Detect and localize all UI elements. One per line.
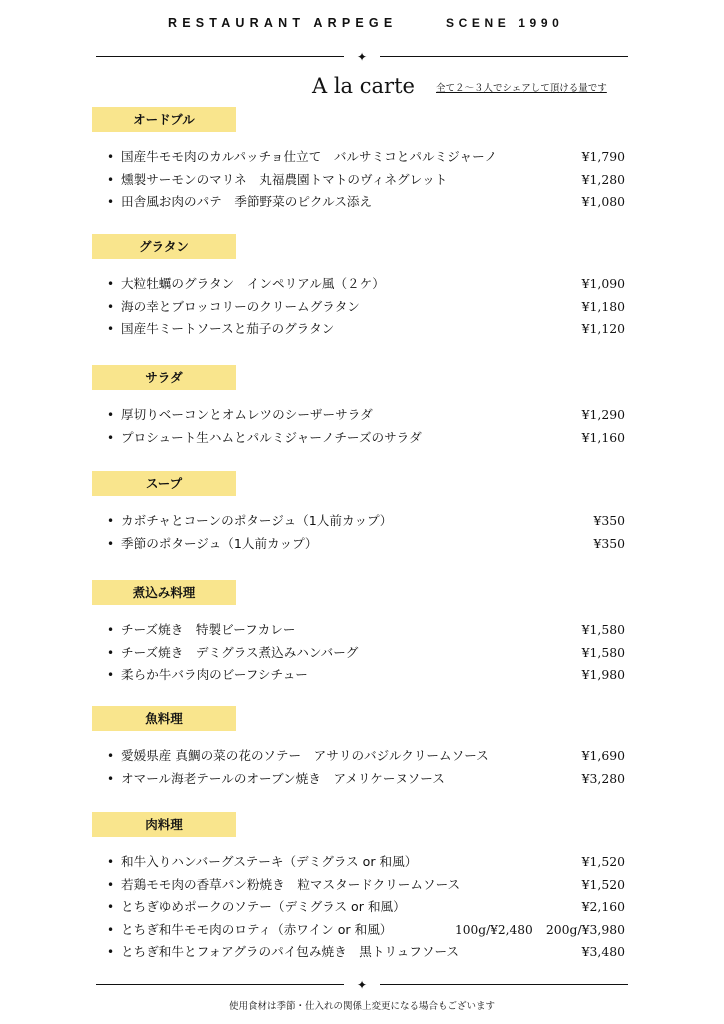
item-price: 200g/¥3,980 xyxy=(545,921,625,937)
header xyxy=(0,16,724,36)
item-price: ¥1,790 xyxy=(581,149,625,164)
menu-item: • とちぎ和牛モモ肉のロティ（赤ワイン or 和風） 100g/¥2,480 200g/¥3,980 xyxy=(92,919,632,942)
menu-item: • 国産牛モモ肉のカルパッチョ仕立て バルサミコとパルミジャーノ ¥1,790 xyxy=(92,146,632,169)
menu-item: • オマール海老テールのオーブン焼き アメリケーヌソース ¥3,280 xyxy=(92,768,632,791)
item-price: ¥1,580 xyxy=(581,644,625,660)
category-label: 魚料理 xyxy=(92,706,236,731)
item-name: カボチャとコーンのポタージュ（1人前カップ） xyxy=(121,513,393,528)
item-price: ¥1,520 xyxy=(581,876,625,892)
item-price: ¥1,280 xyxy=(581,171,625,187)
section-fish xyxy=(92,706,632,790)
menu-item: • とちぎ和牛とフォアグラのパイ包み焼き 黒トリュフソース ¥3,480 xyxy=(92,941,632,964)
item-price: ¥1,520 xyxy=(581,854,625,869)
item-name: オマール海老テールのオーブン焼き アメリケーヌソース xyxy=(121,770,445,786)
section-gratin xyxy=(92,234,632,341)
bottom-divider xyxy=(96,978,628,992)
item-price: ¥350 xyxy=(593,535,625,551)
menu-item: • 田舎風お肉のパテ 季節野菜のピクルス添え ¥1,080 xyxy=(92,191,632,214)
menu-item: • カボチャとコーンのポタージュ（1人前カップ） ¥350 xyxy=(92,510,632,533)
section-stew xyxy=(92,580,632,687)
menu-item: • 柔らか牛バラ肉のビーフシチュー ¥1,980 xyxy=(92,664,632,687)
menu-item: • 若鶏モモ肉の香草パン粉焼き 粒マスタードクリームソース ¥1,520 xyxy=(92,874,632,897)
section-meat xyxy=(92,812,632,964)
category-label: オードブル xyxy=(92,107,236,132)
item-name: 愛媛県産 真鯛の菜の花のソテー アサリのバジルクリームソース xyxy=(121,748,489,763)
fleur-ornament-icon: ✦ xyxy=(344,50,380,64)
section-salad xyxy=(92,365,632,449)
menu-item: • 燻製サーモンのマリネ 丸福農園トマトのヴィネグレット ¥1,280 xyxy=(92,169,632,192)
item-name: とちぎ和牛とフォアグラのパイ包み焼き 黒トリュフソース xyxy=(121,944,460,959)
item-name: 田舎風お肉のパテ 季節野菜のピクルス添え xyxy=(121,194,373,209)
menu-item: • 厚切りベーコンとオムレツのシーザーサラダ ¥1,290 xyxy=(92,404,632,427)
item-price: ¥2,160 xyxy=(581,899,625,914)
menu-item: • 季節のポタージュ（1人前カップ） ¥350 xyxy=(92,533,632,556)
menu-item: • チーズ焼き 特製ビーフカレー ¥1,580 xyxy=(92,619,632,642)
item-name: 大粒牡蠣のグラタン インペリアル風（２ケ） xyxy=(121,276,385,291)
menu-item: • プロシュート生ハムとパルミジャーノチーズのサラダ ¥1,160 xyxy=(92,427,632,450)
footer-note: 使用食材は季節・仕入れの関係上変更になる場合もございます xyxy=(228,1001,495,1012)
item-name: とちぎ和牛モモ肉のロティ（赤ワイン or 和風） xyxy=(121,921,393,937)
item-price: ¥1,980 xyxy=(581,667,625,682)
item-name: 海の幸とブロッコリーのクリームグラタン xyxy=(121,298,360,314)
item-price: ¥1,090 xyxy=(581,276,625,291)
item-name: 国産牛ミートソースと茄子のグラタン xyxy=(121,321,335,336)
menu-item: • 大粒牡蠣のグラタン インペリアル風（２ケ） ¥1,090 xyxy=(92,273,632,296)
item-name: 季節のポタージュ（1人前カップ） xyxy=(121,535,318,551)
item-price: ¥1,160 xyxy=(581,429,625,445)
menu-item: • 愛媛県産 真鯛の菜の花のソテー アサリのバジルクリームソース ¥1,690 xyxy=(92,745,632,768)
category-label: グラタン xyxy=(92,234,236,259)
category-label: 肉料理 xyxy=(92,812,236,837)
item-name: 燻製サーモンのマリネ 丸福農園トマトのヴィネグレット xyxy=(121,171,448,187)
scene-label: SCENE 1990 xyxy=(446,16,564,30)
item-price: ¥1,080 xyxy=(581,194,625,209)
item-name: 柔らか牛バラ肉のビーフシチュー xyxy=(121,667,308,682)
menu-item: • 海の幸とブロッコリーのクリームグラタン ¥1,180 xyxy=(92,296,632,319)
item-name: チーズ焼き デミグラス煮込みハンバーグ xyxy=(121,644,359,660)
menu-item: • とちぎゆめポークのソテー（デミグラス or 和風） ¥2,160 xyxy=(92,896,632,919)
menu-item: • 国産牛ミートソースと茄子のグラタン ¥1,120 xyxy=(92,318,632,341)
item-price: ¥3,280 xyxy=(581,770,625,786)
item-name: とちぎゆめポークのソテー（デミグラス or 和風） xyxy=(121,899,406,914)
share-note: 全て２～３人でシェアして頂ける量です xyxy=(436,83,607,94)
item-price: ¥1,120 xyxy=(581,321,625,336)
section-soup xyxy=(92,471,632,555)
item-price: ¥1,180 xyxy=(581,298,625,314)
category-label: サラダ xyxy=(92,365,236,390)
item-name: 国産牛モモ肉のカルパッチョ仕立て バルサミコとパルミジャーノ xyxy=(121,149,498,164)
menu-item: • 和牛入りハンバーグステーキ（デミグラス or 和風） ¥1,520 xyxy=(92,851,632,874)
item-name: 和牛入りハンバーグステーキ（デミグラス or 和風） xyxy=(121,854,418,869)
item-name: 若鶏モモ肉の香草パン粉焼き 粒マスタードクリームソース xyxy=(121,876,461,892)
item-price: ¥1,290 xyxy=(581,407,625,422)
item-name: 厚切りベーコンとオムレツのシーザーサラダ xyxy=(121,407,373,422)
item-price: ¥3,480 xyxy=(581,944,625,959)
top-divider xyxy=(96,50,628,64)
item-price: ¥1,580 xyxy=(581,622,625,637)
page-title: A la carte xyxy=(312,74,415,98)
category-label: スープ xyxy=(92,471,236,496)
item-name: チーズ焼き 特製ビーフカレー xyxy=(121,622,296,637)
item-price: ¥350 xyxy=(593,513,625,528)
fleur-ornament-icon: ✦ xyxy=(344,978,380,992)
item-name: プロシュート生ハムとパルミジャーノチーズのサラダ xyxy=(121,429,422,445)
section-hors-doeuvre xyxy=(92,107,632,214)
item-price: ¥1,690 xyxy=(581,748,625,763)
restaurant-name: RESTAURANT ARPEGE xyxy=(168,16,398,30)
category-label: 煮込み料理 xyxy=(92,580,236,605)
menu-item: • チーズ焼き デミグラス煮込みハンバーグ ¥1,580 xyxy=(92,642,632,665)
item-option-price: 100g/¥2,480 xyxy=(455,922,533,937)
